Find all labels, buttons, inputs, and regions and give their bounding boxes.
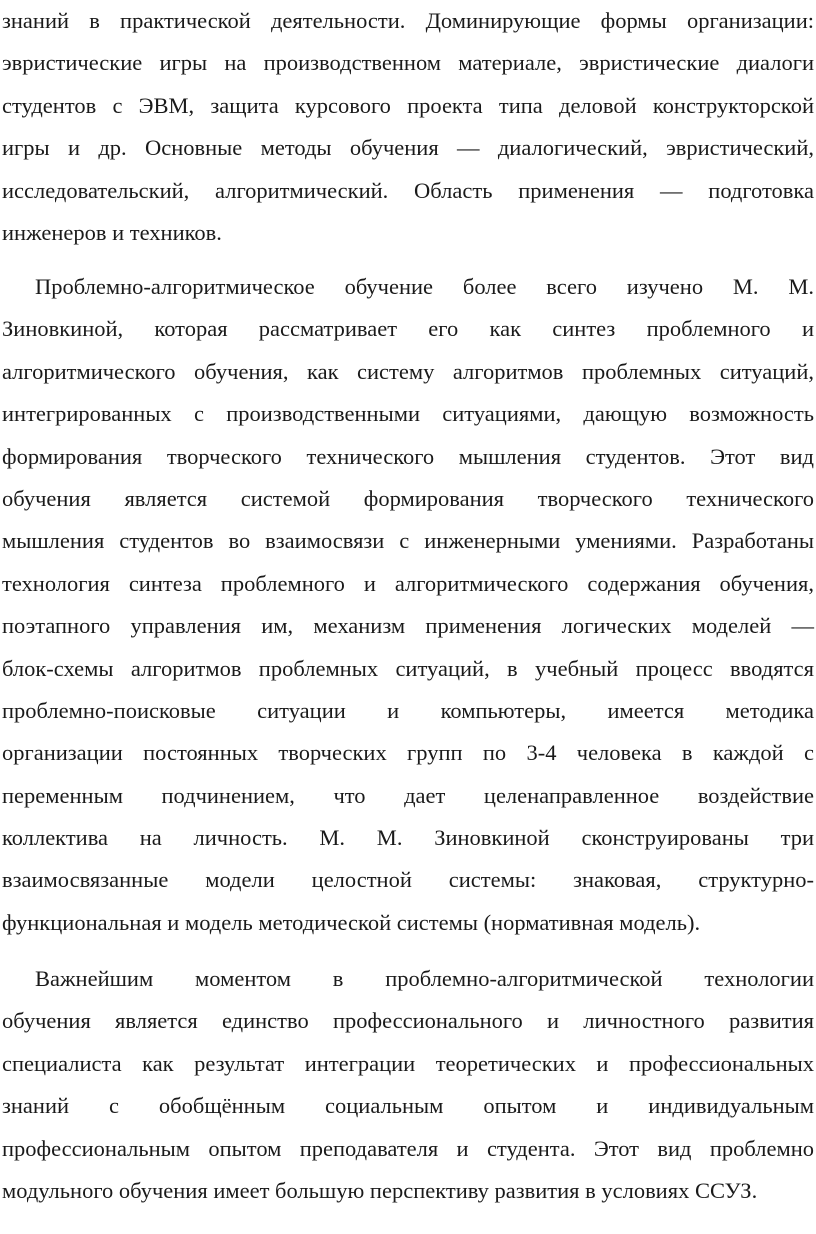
text-line: студентов с ЭВМ, защита курсового проекта типа деловой конструкторской (2, 92, 814, 118)
text-line: функциональная и модель методической системы (нормативная модель). (2, 909, 701, 935)
text-line: Проблемно-алгоритмическое обучение более всего изучено М. М. (35, 274, 814, 299)
text-line: эвристические игры на производственном материале, эвристические диалоги (2, 50, 814, 76)
text-line: исследовательский, алгоритмический. Область применения — подготовка (2, 177, 814, 203)
text-line: поэтапного управления им, механизм применения логических моделей — (2, 613, 814, 639)
text-line: мышления студентов во взаимосвязи с инженерными умениями. Разработаны (2, 528, 814, 554)
text-line: формирования творческого технического мышления студентов. Этот вид (2, 443, 814, 469)
text-line: переменным подчинением, что дает целенаправленное воздействие (2, 782, 814, 808)
text-line: знаний в практической деятельности. Доминирующие формы организации: (2, 8, 814, 33)
text-line: профессиональным опытом преподавателя и студента. Этот вид проблемно (2, 1135, 814, 1161)
text-line: Важнейшим моментом в проблемно-алгоритмической технологии (35, 966, 814, 991)
text-line: организации постоянных творческих групп по 3-4 человека в каждой с (2, 740, 814, 766)
text-line: блок-схемы алгоритмов проблемных ситуаций, в учебный процесс вводятся (2, 655, 814, 681)
paragraph-2 (2, 266, 814, 944)
text-line: обучения является системой формирования творческого технического (2, 485, 814, 511)
text-line: Зиновкиной, которая рассматривает его как синтез проблемного и (2, 316, 814, 342)
text-line: игры и др. Основные методы обучения — диалогический, эвристический, (2, 135, 814, 161)
paragraph-3 (2, 958, 814, 1212)
text-line: взаимосвязанные модели целостной системы: знаковая, структурно- (2, 867, 814, 893)
text-line: специалиста как результат интеграции теоретических и профессиональных (2, 1050, 814, 1076)
text-line: технология синтеза проблемного и алгоритмического содержания обучения, (2, 570, 814, 596)
text-line: обучения является единство профессионального и личностного развития (2, 1008, 814, 1034)
text-line: коллектива на личность. М. М. Зиновкиной сконструированы три (2, 825, 814, 851)
text-line: проблемно-поисковые ситуации и компьютеры, имеется методика (2, 697, 814, 723)
text-line: интегрированных с производственными ситуациями, дающую возможность (2, 401, 814, 427)
text-line: алгоритмического обучения, как систему алгоритмов проблемных ситуаций, (2, 358, 814, 384)
text-line: инженеров и техников. (2, 219, 222, 245)
text-line: знаний с обобщённым социальным опытом и индивидуальным (2, 1093, 814, 1119)
paragraph-1 (2, 0, 814, 254)
text-line: модульного обучения имеет большую перспективу развития в условиях ССУЗ. (2, 1177, 758, 1203)
